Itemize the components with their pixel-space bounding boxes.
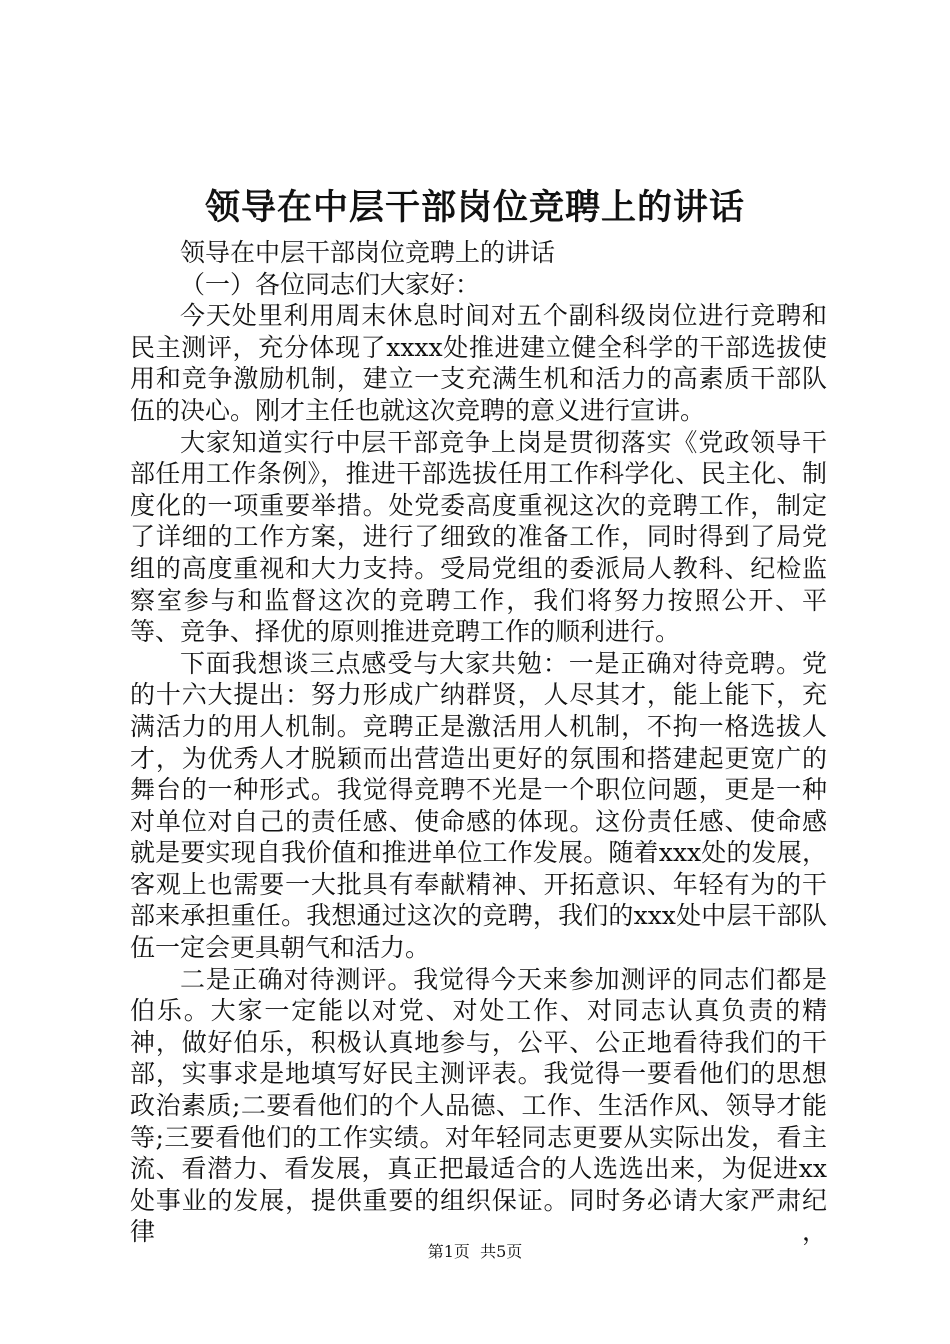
paragraph-intro: 今天处里利用周末休息时间对五个副科级岗位进行竞聘和民主测评，充分体现了xxxx处推进建立健全科学的干部选拔使用和竞争激励机制，建立一支充满生机和活力的高素质干部队伍的决心。刚才主任也就这次竞聘的意义进行宣讲。: [130, 301, 827, 425]
document-body: [130, 237, 827, 1248]
document-title: 领导在中层干部岗位竞聘上的讲话: [204, 187, 745, 228]
paragraph-point-two: 二是正确对待测评。我觉得今天来参加测评的同志们都是伯乐。大家一定能以对党、对处工作、对同志认真负责的精神，做好伯乐，积极认真地参与，公平、公正地看待我们的干部，实事求是地填写好民主测评表。我觉得一要看他们的思想政治素质;二要看他们的个人品德、工作、生活作风、领导才能等;三要看他们的工作实绩。对年轻同志更要从实际出发，看主流、看潜力、看发展，真正把最适合的人选选出来，为促进xx处事业的发展，提供重要的组织保证。同时务必请大家严肃纪律，: [130, 964, 827, 1247]
page-total: 共5页: [480, 1242, 523, 1261]
paragraph-subtitle: 领导在中层干部岗位竞聘上的讲话: [180, 238, 556, 267]
paragraph-greeting: （一）各位同志们大家好：: [180, 269, 481, 299]
page-footer: [0, 1240, 950, 1264]
paragraph-background: 大家知道实行中层干部竞争上岗是贯彻落实《党政领导干部任用工作条例》，推进干部选拔任用工作科学化、民主化、制度化的一项重要举措。处党委高度重视这次的竞聘工作，制定了详细的工作方案，进行了细致的准备工作，同时得到了局党组的高度重视和大力支持。受局党组的委派局人教科、纪检监察室参与和监督这次的竞聘工作，我们将努力按照公开、平等、竞争、择优的原则推进竞聘工作的顺利进行。: [130, 427, 827, 647]
page-number: 第1页: [427, 1242, 470, 1261]
paragraph-point-one: 下面我想谈三点感受与大家共勉：一是正确对待竞聘。党的十六大提出：努力形成广纳群贤，人尽其才，能上能下，充满活力的用人机制。竞聘正是激活用人机制，不拘一格选拔人才，为优秀人才脱颖而出营造出更好的氛围和搭建起更宽广的舞台的一种形式。我觉得竞聘不光是一个职位问题，更是一种对单位对自己的责任感、使命感的体现。这份责任感、使命感就是要实现自我价值和推进单位工作发展。随着xxx处的发展，客观上也需要一大批具有奉献精神、开拓意识、年轻有为的干部来承担重任。我想通过这次的竞聘，我们的xxx处中层干部队伍一定会更具朝气和活力。: [130, 648, 827, 963]
